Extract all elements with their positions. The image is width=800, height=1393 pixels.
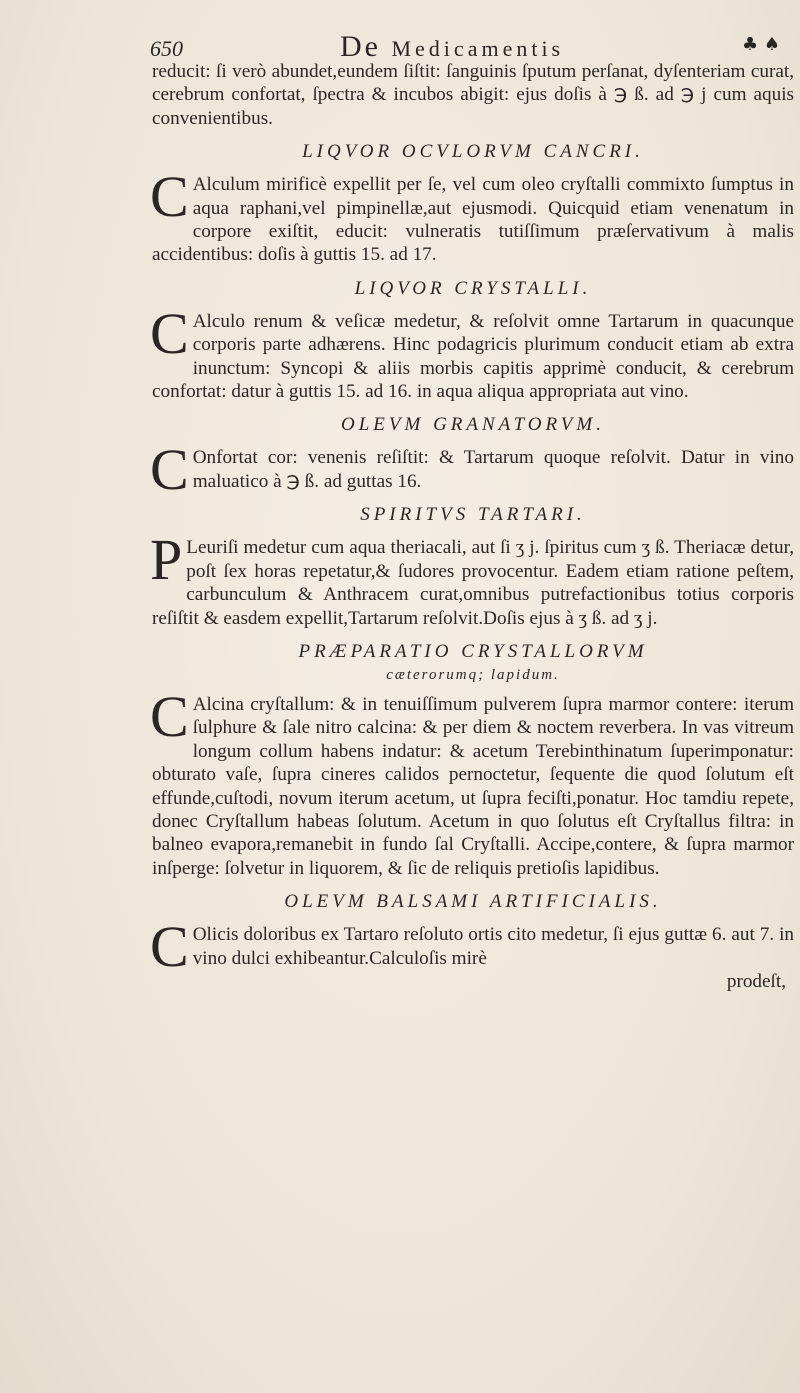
- section-paragraph: CAlculo renum & veſicæ medetur, & reſolvit omne Tartarum in quacunque corporis parte adhærens. Hinc podagricis plurimum conducit etiam ab extra inunctum: Syncopi & aliis morbis capitis apprimè conducit, & cerebrum confortat: datur à guttis 15. ad 16. in aqua aliqua appropriata aut vino.: [150, 300, 794, 403]
- running-title-initial: De: [340, 30, 381, 63]
- section-subheading: cæterorumq; lapidum.: [386, 666, 560, 683]
- section-heading-main: PRÆPARATIO CRYSTALLORVM: [298, 640, 648, 662]
- ornament-icon: ♣ ♠: [742, 34, 780, 55]
- running-title: [340, 30, 564, 64]
- section-paragraph: COnfortat cor: venenis reſiſtit: & Tartarum quoque reſolvit. Datur in vino maluatico à ℈ ß. ad guttas 16.: [150, 437, 794, 503]
- section-heading: SPIRITVS TARTARI.: [360, 504, 586, 526]
- section-heading: OLEVM GRANATORVM.: [341, 414, 605, 436]
- section-paragraph: COlicis doloribus ex Tartaro reſoluto ortis cito medetur, ſi ejus guttæ 6. aut 7. in vino dulci exhibeantur.Calculoſis mirè: [150, 914, 794, 980]
- section-paragraph: CAlcina cryſtallum: & in tenuiſſimum pulverem ſupra marmor contere: iterum ſulphure & ſale nitro calcina: & per diem & noctem reverbera. In vas vitreum longum collum habens indatur: & acetum Terebinthinatum ſuperimponatur: obturato vaſe, ſupra cineres calidos pernoctetur, ſequente die quod ſolutum eſt effunde,cuſtodi, novum iterum acetum, ut ſupra feciſti,ponatur. Hoc tamdiu repete, donec Cryſtallum habeas ſolutum. Acetum in quo ſolutus eſt Cryſtallus filtra: in balneo evapora,remanebit in fundo ſal Cryſtalli. Accipe,contere, & ſupra marmor inſperge: ſolvetur in liquorem, & ſic de reliquis pretioſis lapidibus.: [150, 683, 794, 879]
- section-oleum-balsami-artificialis: [152, 890, 794, 993]
- section-oleum-granatorum: [150, 413, 794, 503]
- catchword: prodeſt,: [726, 970, 786, 992]
- intro-paragraph: reducit: ſi verò abundet,eundem ſiſtit: ſanguinis ſputum perſanat, dyſenteriam curat, cerebrum confortat, ſpectra & incubos abigit: ejus doſis à ℈ ß. ad ℈ j cum aquis convenientibus.: [152, 61, 794, 129]
- page-number: 650: [150, 36, 183, 61]
- section-spiritus-tartari: [152, 503, 794, 630]
- running-title-rest: Medicamentis: [391, 36, 565, 61]
- section-liquor-oculorum-cancri: [152, 140, 794, 267]
- section-praeparatio-crystallorum: [152, 640, 794, 880]
- section-heading: LIQVOR OCVLORVM CANCRI.: [302, 141, 644, 163]
- section-heading: [152, 640, 794, 684]
- section-liquor-crystalli: [152, 277, 794, 404]
- section-paragraph: PLeuriſi medetur cum aqua theriacali, aut ſi ʒ j. ſpiritus cum ʒ ß. Theriacæ detur, poſt ſex horas repetatur,& ſudores provocentur. Eadem etiam ratione peſtem, carbunculum & Anthracem curat,omnibus putrefactionibus totius corporis reſiſtit & easdem expellit,Tartarum reſolvit.Doſis ejus à ʒ ß. ad ʒ j.: [150, 527, 794, 629]
- section-heading: OLEVM BALSAMI ARTIFICIALIS.: [284, 891, 662, 913]
- section-heading: LIQVOR CRYSTALLI.: [354, 277, 592, 299]
- section-paragraph: CAlculum mirificè expellit per ſe, vel cum oleo cryſtalli commixto ſumptus in aqua raphani,vel pimpinellæ,aut ejusmodi. Quicquid etiam venenatum in corpore exiſtit, educit: vulneratis tutiſſimum præſervativum à malis accidentibus: doſis à guttis 15. ad 17.: [150, 164, 794, 266]
- page-body: [152, 60, 794, 993]
